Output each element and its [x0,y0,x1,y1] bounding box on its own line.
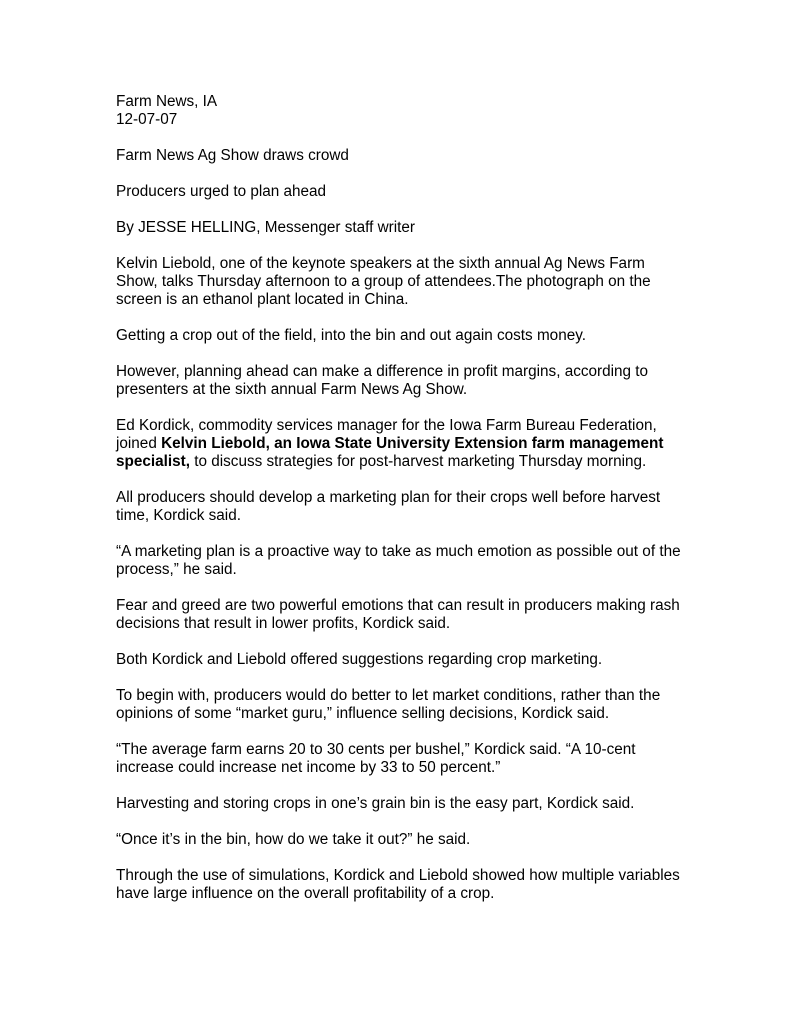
paragraph-text: Ed Kordick, commodity services manager for the Iowa Farm Bureau Federation, joined [116,417,657,452]
body-paragraph: However, planning ahead can make a difference in profit margins, according to presenters at the sixth annual Farm News Ag Show. [116,363,649,398]
headline: Farm News Ag Show draws crowd [116,147,349,164]
body-paragraph: “The average farm earns 20 to 30 cents per bushel,” Kordick said. “A 10-cent increase could increase net income by 33 to 50 percent.” [116,741,636,776]
body-paragraph: All producers should develop a marketing plan for their crops well before harvest time, Kordick said. [116,489,661,524]
body-paragraph: Harvesting and storing crops in one’s grain bin is the easy part, Kordick said. [116,795,635,812]
body-paragraph [116,417,682,471]
body-paragraph: To begin with, producers would do better to let market conditions, rather than the opinions of some “market guru,” influence selling decisions, Kordick said. [116,687,661,722]
body-paragraph: Fear and greed are two powerful emotions that can result in producers making rash decisions that result in lower profits, Kordick said. [116,597,680,632]
body-paragraph: Both Kordick and Liebold offered suggestions regarding crop marketing. [116,651,603,668]
subheadline: Producers urged to plan ahead [116,183,327,200]
byline: By JESSE HELLING, Messenger staff writer [116,219,415,236]
body-paragraph: Getting a crop out of the field, into the bin and out again costs money. [116,327,586,344]
publication-date: 12-07-07 [116,111,178,128]
body-paragraph: “Once it’s in the bin, how do we take it out?” he said. [116,831,471,848]
body-paragraph: Through the use of simulations, Kordick and Liebold showed how multiple variables have large influence on the overall profitability of a crop. [116,867,680,902]
paragraph-text: to discuss strategies for post-harvest marketing Thursday morning. [189,453,647,470]
photo-caption-paragraph: Kelvin Liebold, one of the keynote speakers at the sixth annual Ag News Farm Show, talks Thursday afternoon to a group of attendees.The photograph on the screen is an ethanol plant located in China. [116,255,651,308]
body-paragraph: “A marketing plan is a proactive way to take as much emotion as possible out of the process,” he said. [116,543,681,578]
document-page [116,93,682,921]
publication-name: Farm News, IA [116,93,218,110]
bold-text: Kelvin Liebold, an Iowa State University Extension farm management specialist, [116,435,664,470]
